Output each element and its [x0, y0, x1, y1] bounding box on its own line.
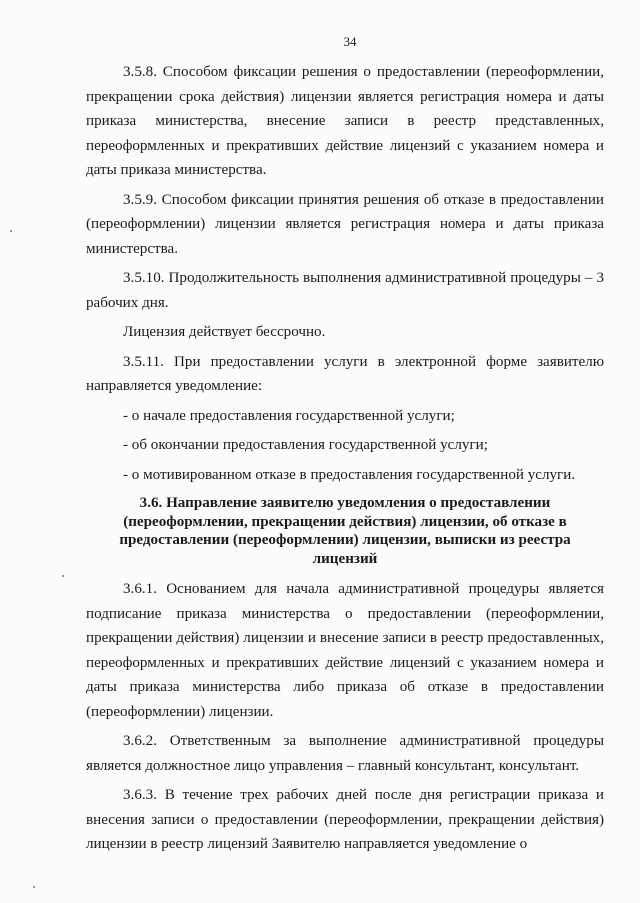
- scan-speck: [62, 575, 64, 577]
- scan-speck: [33, 886, 35, 888]
- list-item: - о мотивированном отказе в предоставления государственной услуги.: [123, 466, 576, 483]
- scan-speck: [10, 230, 12, 232]
- paragraph-3-6-3: 3.6.3. В течение трех рабочих дней после дня регистрации приказа и внесения записи о предоставлении (переоформлении, прекращении действия) лицензии в реестр лицензий Заявителю направляется уведомление о: [86, 787, 604, 852]
- paragraph-3-5-11: 3.5.11. При предоставлении услуги в электронной форме заявителю направляется уведомление:: [86, 353, 604, 394]
- section-heading-3-6: 3.6. Направление заявителю уведомления о предоставлении (переоформлении, прекращении действия) лицензии, об отказе в предоставлении (переоформлении) лицензии, выписки из реестра лицензий: [119, 495, 571, 567]
- paragraph-3-6-2: 3.6.2. Ответственным за выполнение административной процедуры является должностное лицо управления – главный консультант, консультант.: [86, 733, 604, 774]
- paragraph-license-validity: Лицензия действует бессрочно.: [123, 324, 326, 340]
- paragraph-3-5-9: 3.5.9. Способом фиксации принятия решения об отказе в предоставлении (переоформлении) лицензии является регистрация номера и даты приказа министерства.: [86, 191, 604, 257]
- paragraph-3-5-10: 3.5.10. Продолжительность выполнения административной процедуры – 3 рабочих дня.: [86, 270, 604, 311]
- paragraph-3-5-8: 3.5.8. Способом фиксации решения о предоставлении (переоформлении, прекращении срока действия) лицензии является регистрация номера и даты приказа министерства, внесение записи в реестр представленных, переоформленных и прекративших действие лицензий с указанием номера и даты приказа министерства.: [86, 64, 604, 178]
- list-item: - о начале предоставления государственной услуги;: [123, 407, 455, 424]
- paragraph-3-6-1: 3.6.1. Основанием для начала административной процедуры является подписание приказа министерства о предоставлении (переоформлении, прекращении действия) лицензии и внесение записи в реестр предоставленных, переоформленных и прекративших действие лицензий с указанием номера и даты приказа министерства либо приказа об отказе в предоставлении (переоформлении) лицензии.: [86, 581, 604, 720]
- list-item: - об окончании предоставления государственной услуги;: [123, 437, 488, 453]
- page-number: 34: [343, 34, 357, 49]
